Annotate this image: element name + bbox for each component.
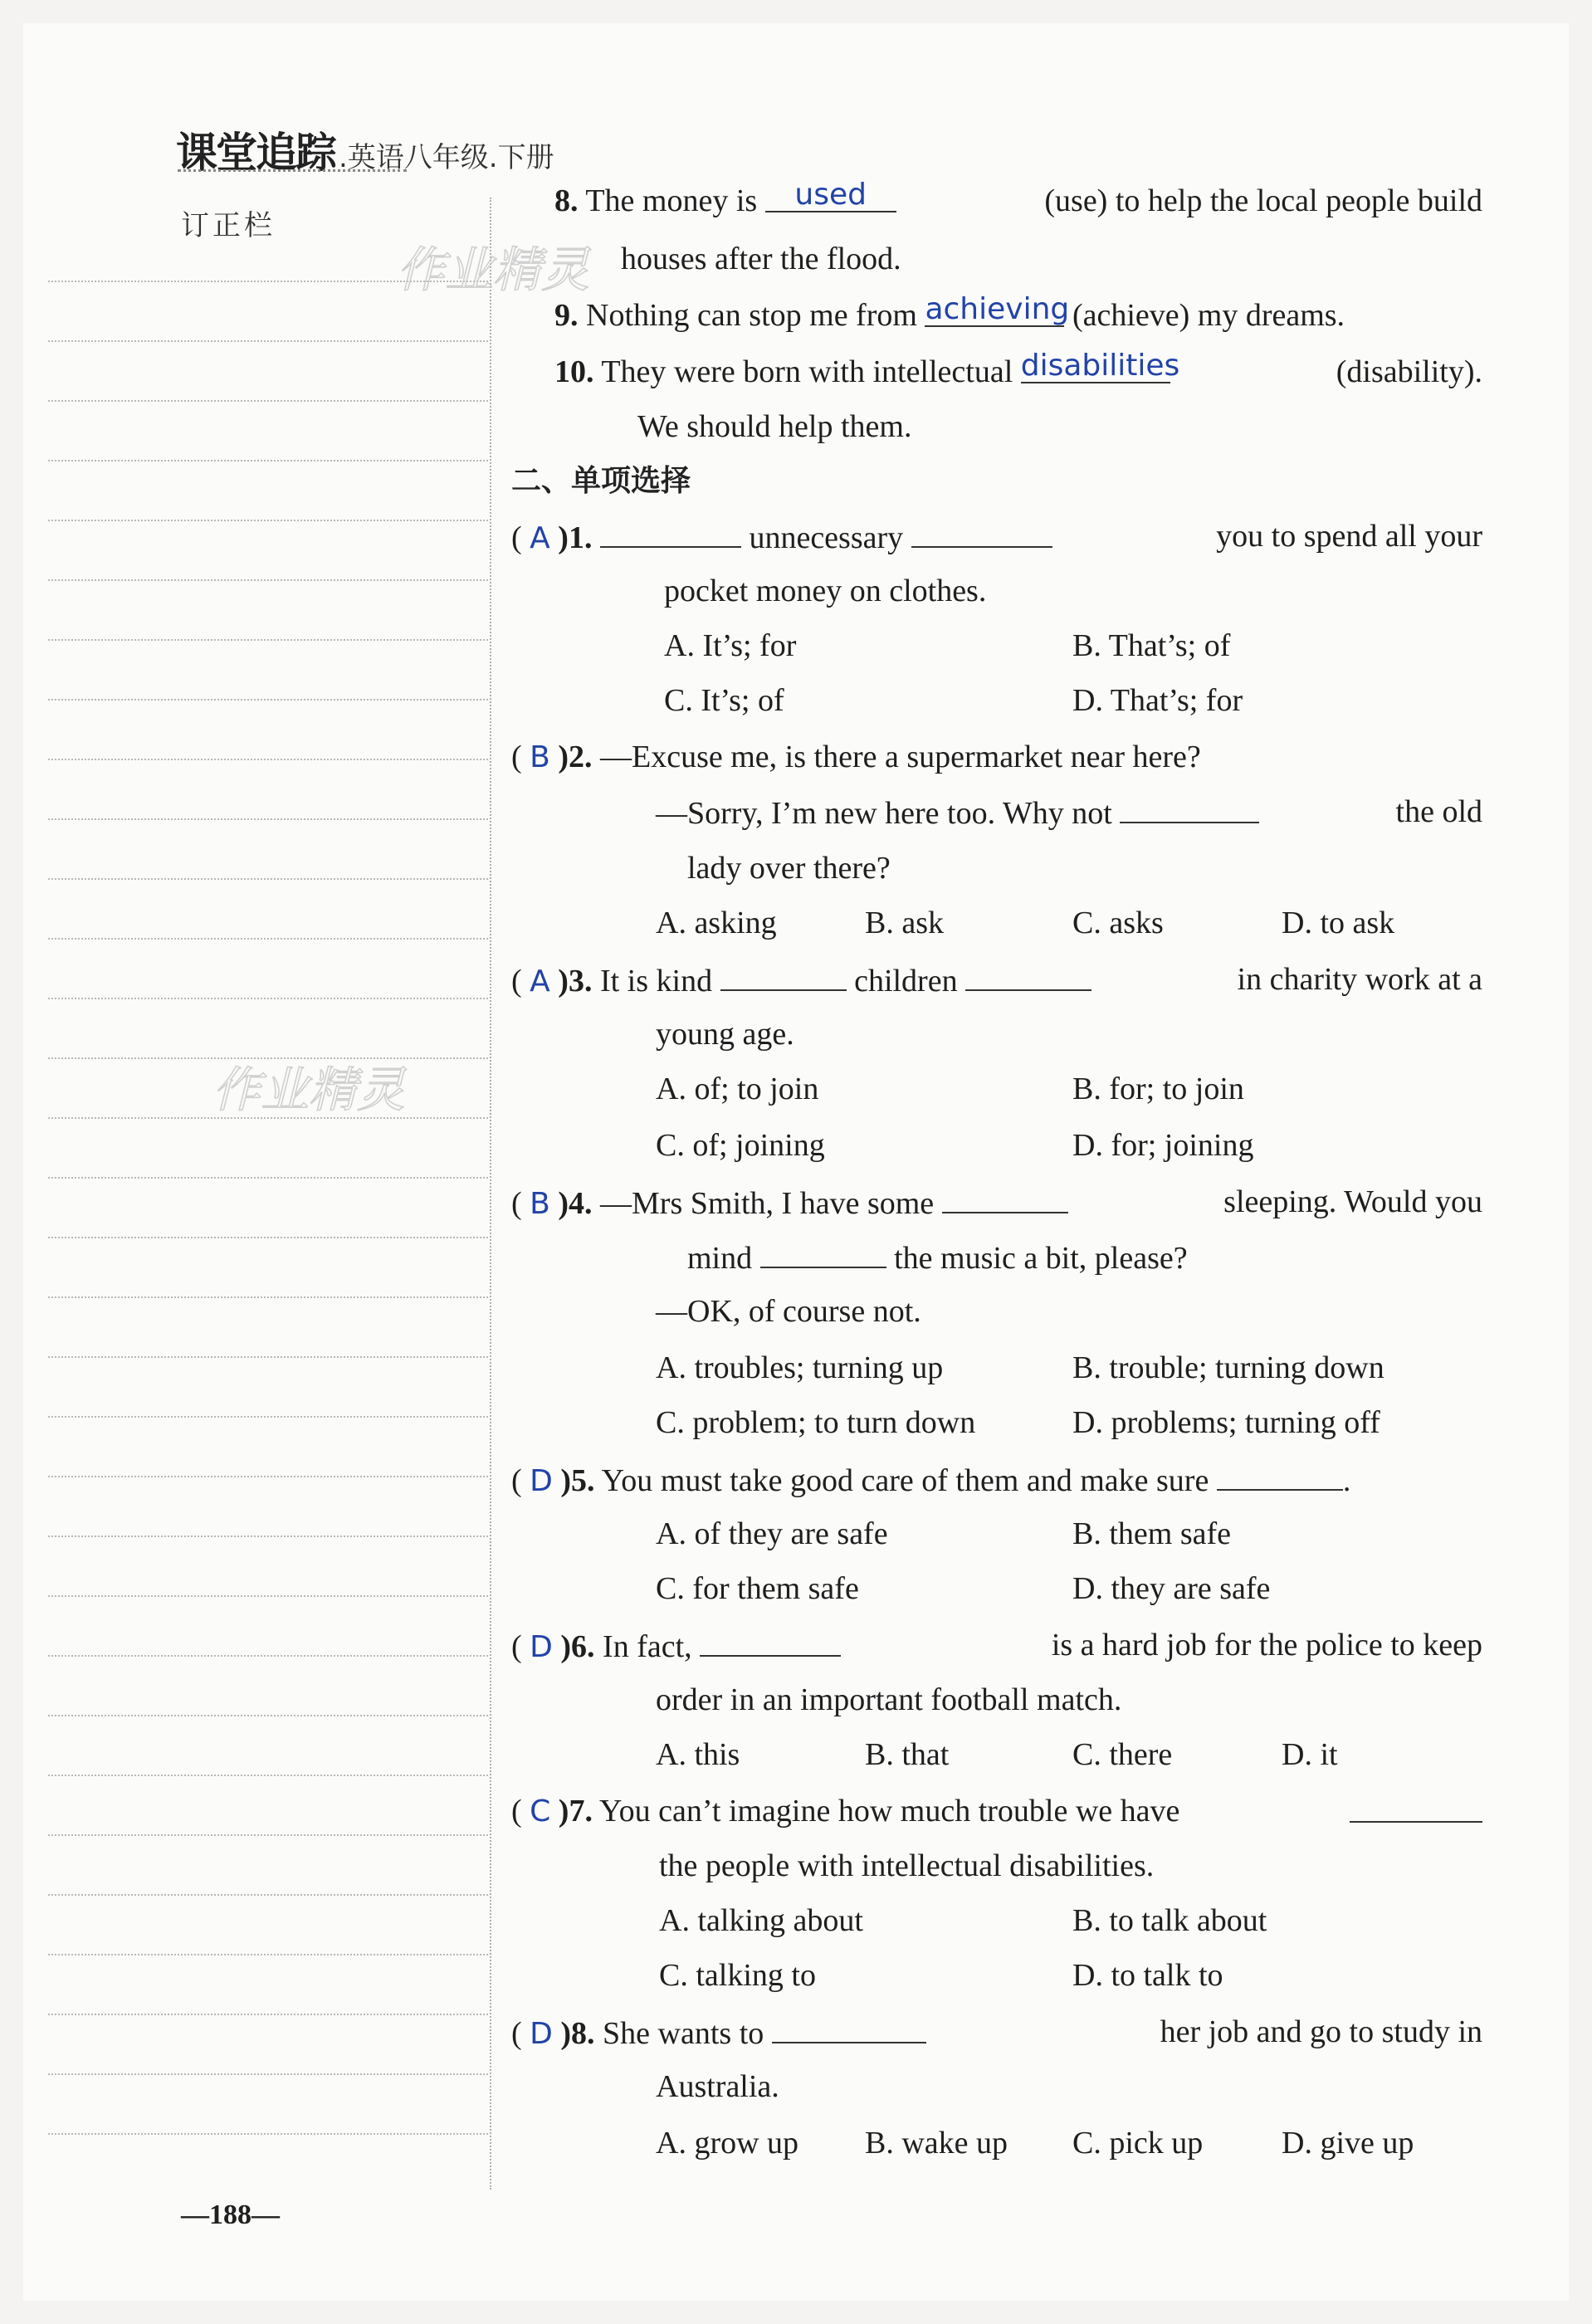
question-text-continuation: lady over there? xyxy=(687,851,891,886)
question-3: ( A )3. It is kind children in charity work at a xyxy=(511,962,1482,998)
answer-blank xyxy=(765,178,896,212)
question-text: sleeping. Would you xyxy=(1223,1184,1482,1219)
option-c: C. of; joining xyxy=(656,1128,825,1163)
option-d: D. to ask xyxy=(1282,906,1395,940)
option-a: A. It’s; for xyxy=(664,628,797,663)
item-text: They were born with intellectual xyxy=(601,354,1013,389)
question-text: unnecessary xyxy=(749,520,904,555)
fill-in-item-10 xyxy=(554,349,1482,390)
question-number: )3. xyxy=(558,964,593,998)
question-number: )6. xyxy=(560,1629,595,1664)
question-number: )5. xyxy=(560,1463,595,1498)
option-a: A. of; to join xyxy=(656,1072,819,1106)
choice-answer: B xyxy=(530,740,550,774)
choice-answer: D xyxy=(530,1630,553,1664)
choice-answer: A xyxy=(530,964,550,998)
option-b: B. to talk about xyxy=(1072,1903,1267,1938)
question-7: ( C )7. You can’t imagine how much trouble we have xyxy=(511,1793,1482,1830)
option-c: C. It’s; of xyxy=(664,683,784,718)
question-text: —Excuse me, is there a supermarket near here? xyxy=(600,740,1201,774)
option-d: D. it xyxy=(1282,1737,1338,1772)
answer-blank xyxy=(1020,349,1180,383)
section-title: 二、单项选择 xyxy=(511,464,691,498)
option-b: B. trouble; turning down xyxy=(1072,1350,1384,1385)
item-text: (use) to help the local people build xyxy=(1044,183,1482,218)
option-d: D. they are safe xyxy=(1072,1571,1271,1606)
question-text: the music a bit, please? xyxy=(894,1241,1188,1276)
choice-answer: B xyxy=(530,1187,550,1221)
question-text: you to spend all your xyxy=(1216,519,1482,554)
question-2: ( B )2. —Excuse me, is there a supermarket near here? xyxy=(511,740,1201,774)
item-text: Nothing can stop me from xyxy=(586,298,917,333)
handwritten-answer: disabilities xyxy=(1020,349,1180,383)
workbook-page xyxy=(23,23,1569,2301)
question-text-continuation: the people with intellectual disabilities. xyxy=(659,1848,1155,1883)
question-text: her job and go to study in xyxy=(1160,2014,1482,2049)
item-number: 10. xyxy=(554,354,594,389)
question-number: )7. xyxy=(558,1794,593,1828)
option-b: B. that xyxy=(865,1737,950,1772)
question-text: —Mrs Smith, I have some xyxy=(600,1186,935,1221)
fill-in-item-8 xyxy=(554,178,1482,219)
question-number: )2. xyxy=(558,740,593,774)
item-text-continuation: houses after the flood. xyxy=(621,242,901,276)
handwritten-answer: achieving xyxy=(925,292,1070,326)
question-text-continuation: pocket money on clothes. xyxy=(664,574,987,608)
question-text: In fact, xyxy=(603,1629,692,1664)
question-text: You can’t imagine how much trouble we have xyxy=(599,1794,1180,1828)
option-c: C. problem; to turn down xyxy=(656,1405,976,1440)
question-text: in charity work at a xyxy=(1237,962,1482,997)
option-a: A. of they are safe xyxy=(656,1516,888,1551)
answer-blank xyxy=(1120,793,1259,823)
answer-blank xyxy=(942,1184,1068,1213)
question-text: mind xyxy=(687,1241,753,1276)
option-c: C. there xyxy=(1072,1737,1173,1772)
item-number: 9. xyxy=(554,298,579,333)
answer-blank xyxy=(1217,1461,1343,1491)
question-number: )4. xyxy=(558,1186,593,1221)
answer-blank xyxy=(720,961,847,991)
watermark: 作业精灵 xyxy=(397,242,590,298)
option-c: C. for them safe xyxy=(656,1571,859,1606)
option-a: A. this xyxy=(656,1737,740,1772)
choice-answer: C xyxy=(530,1794,551,1828)
question-text: She wants to xyxy=(603,2016,764,2051)
choice-answer: D xyxy=(530,1464,553,1498)
question-punctuation: . xyxy=(1342,1463,1351,1498)
question-8: ( D )8. She wants to her job and go to study in xyxy=(511,2014,1482,2051)
answer-blank xyxy=(965,961,1091,991)
question-text-continuation: order in an important football match. xyxy=(656,1682,1122,1717)
item-text-continuation: We should help them. xyxy=(637,409,912,444)
item-text: The money is xyxy=(585,183,758,218)
page-number: —188— xyxy=(181,2200,280,2230)
option-d: D. problems; turning off xyxy=(1072,1405,1380,1440)
question-4-line-2 xyxy=(687,1238,1188,1277)
item-text: (achieve) my dreams. xyxy=(1072,298,1345,333)
question-number: )8. xyxy=(560,2016,595,2051)
question-text-continuation: young age. xyxy=(656,1017,794,1052)
header-subtitle: .英语八年级.下册 xyxy=(339,141,554,174)
choice-answer: A xyxy=(530,521,550,555)
correction-column-title: 订正栏 xyxy=(181,209,276,242)
choice-answer: D xyxy=(530,2017,553,2051)
question-text: the old xyxy=(1395,794,1482,829)
option-b: B. for; to join xyxy=(1072,1072,1244,1106)
answer-blank xyxy=(1350,1793,1482,1823)
fill-in-item-9 xyxy=(554,292,1345,334)
answer-blank xyxy=(772,2014,926,2043)
option-d: D. to talk to xyxy=(1072,1958,1223,1993)
answer-blank xyxy=(760,1238,886,1268)
question-text-continuation: —OK, of course not. xyxy=(656,1294,921,1329)
handwritten-answer: used xyxy=(794,178,867,212)
option-b: B. them safe xyxy=(1072,1516,1232,1551)
item-text: (disability). xyxy=(1336,354,1482,389)
question-text: You must take good care of them and make sure xyxy=(601,1463,1209,1498)
option-c: C. pick up xyxy=(1072,2126,1204,2160)
answer-blank xyxy=(700,1627,841,1657)
exercise-content xyxy=(23,23,1569,2301)
question-text: children xyxy=(854,964,958,998)
watermark: 作业精灵 xyxy=(212,1062,406,1118)
question-text: It is kind xyxy=(599,964,713,998)
option-d: D. give up xyxy=(1282,2126,1414,2160)
option-c: C. talking to xyxy=(659,1958,816,1993)
question-4: ( B )4. —Mrs Smith, I have some sleeping. Would you xyxy=(511,1184,1482,1221)
answer-blank xyxy=(911,518,1052,548)
item-number: 8. xyxy=(554,183,579,218)
question-text: is a hard job for the police to keep xyxy=(1051,1628,1482,1662)
question-5: ( D )5. You must take good care of them and make sure . xyxy=(511,1461,1350,1500)
option-a: A. troubles; turning up xyxy=(656,1350,944,1385)
answer-blank xyxy=(600,518,741,548)
option-b: B. That’s; of xyxy=(1072,628,1231,663)
option-b: B. ask xyxy=(865,906,944,940)
option-a: A. asking xyxy=(656,906,777,940)
question-2-line-2 xyxy=(656,793,1482,832)
question-text-continuation: Australia. xyxy=(656,2069,779,2104)
answer-blank xyxy=(925,292,1070,327)
question-number: )1. xyxy=(558,520,593,555)
option-b: B. wake up xyxy=(865,2126,1008,2160)
question-text: —Sorry, I’m new here too. Why not xyxy=(656,796,1112,831)
option-a: A. talking about xyxy=(659,1903,863,1938)
option-a: A. grow up xyxy=(656,2126,799,2160)
option-d: D. for; joining xyxy=(1072,1128,1254,1163)
header-brand: 课堂追踪 xyxy=(176,129,335,177)
option-d: D. That’s; for xyxy=(1072,683,1243,718)
question-6: ( D )6. In fact, is a hard job for the police to keep xyxy=(511,1628,1482,1664)
question-1: ( A )1. unnecessary you to spend all your xyxy=(511,519,1482,555)
option-c: C. asks xyxy=(1072,906,1164,940)
